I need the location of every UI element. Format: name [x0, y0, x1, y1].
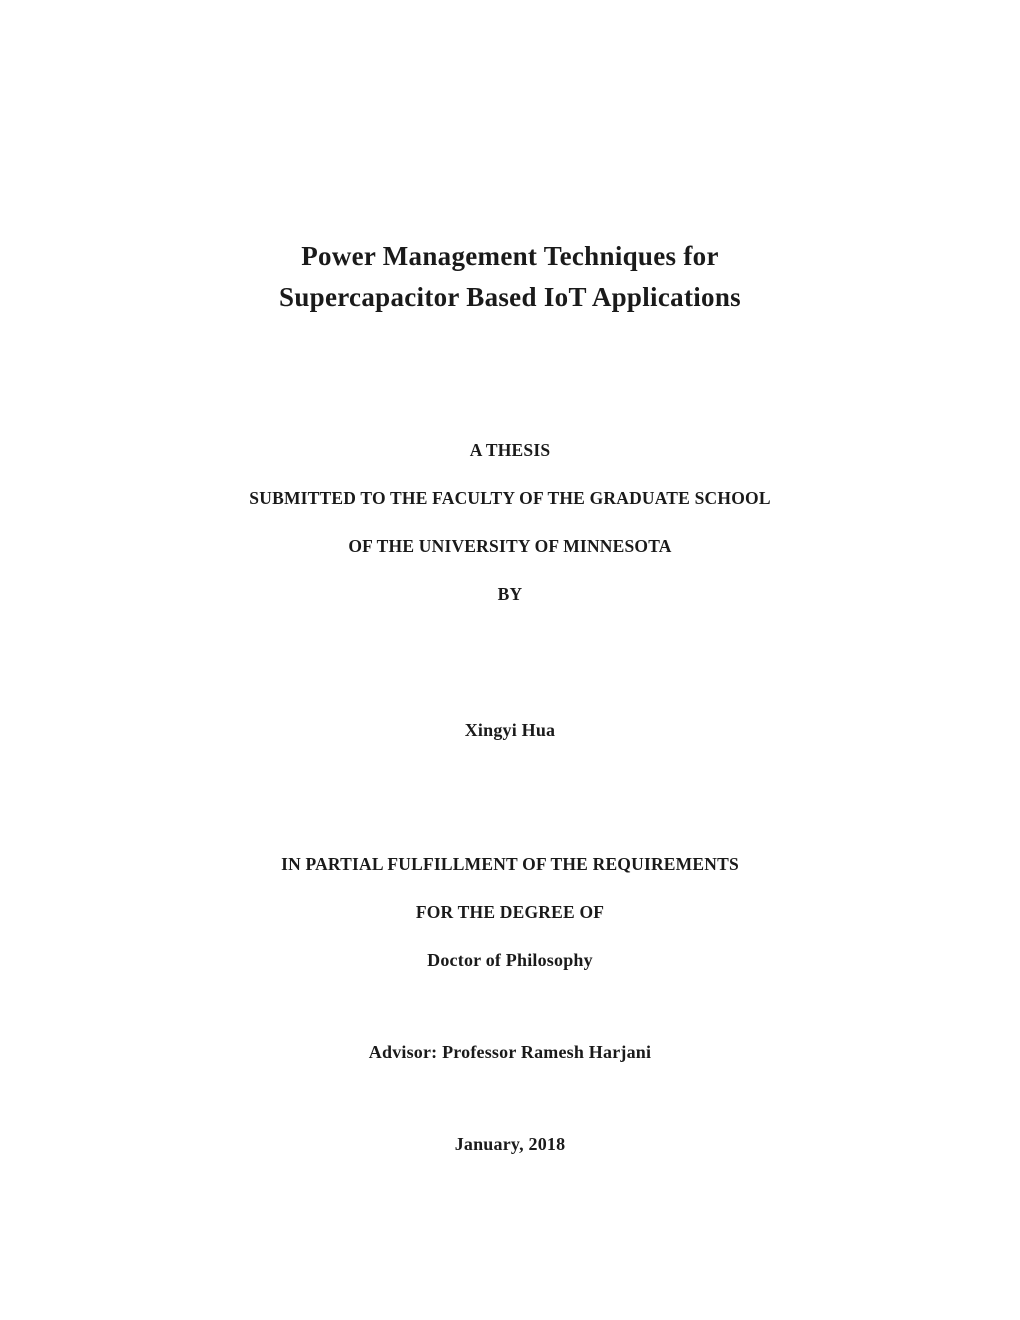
submitted-statement-line1: SUBMITTED TO THE FACULTY OF THE GRADUATE SCHOOL [249, 488, 771, 508]
fulfillment-statement-line1: IN PARTIAL FULFILLMENT OF THE REQUIREMENTS [281, 854, 739, 874]
thesis-title-line2: Supercapacitor Based IoT Applications [279, 282, 741, 312]
thesis-title [0, 236, 1020, 318]
advisor-line: Advisor: Professor Ramesh Harjani [368, 1042, 652, 1062]
by-label: BY [497, 584, 523, 604]
author-name: Xingyi Hua [464, 720, 556, 740]
degree-name: Doctor of Philosophy [427, 950, 593, 970]
date-line: January, 2018 [454, 1134, 566, 1154]
thesis-label: A THESIS [469, 440, 551, 460]
submitted-statement-line2: OF THE UNIVERSITY OF MINNESOTA [348, 536, 672, 556]
thesis-title-line1: Power Management Techniques for [301, 241, 719, 271]
fulfillment-statement-line2: FOR THE DEGREE OF [415, 902, 605, 922]
